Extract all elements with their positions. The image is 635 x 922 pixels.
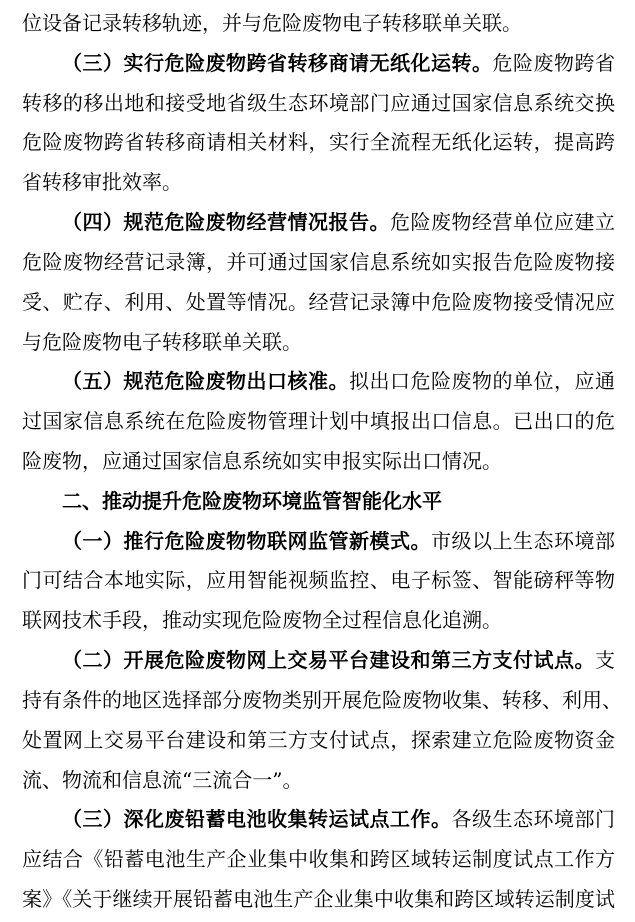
paragraph-line: 持有条件的地区选择部分废物类别开展危险废物收集、转移、利用、: [22, 688, 622, 712]
paragraph-line: 受、贮存、利用、处置等情况。经营记录簿中危险废物接受情况应: [22, 290, 615, 314]
paragraph-text: 危险废物跨省: [492, 51, 615, 75]
paragraph-heading: （三）实行危险废物跨省转移商请无纸化运转。: [62, 51, 493, 75]
paragraph-text: 各级生态环境部门: [451, 807, 615, 831]
paragraph-text: 支: [595, 648, 615, 672]
paragraph-line: 案》《关于继续开展铅蓄电池生产企业集中收集和跨区域转运制度试: [22, 887, 615, 911]
paragraph-line: 省转移审批效率。: [22, 170, 182, 194]
section-title: 二、推动提升危险废物环境监管智能化水平: [62, 489, 442, 513]
paragraph-line: 处置网上交易平台建设和第三方支付试点，探索建立危险废物资金: [22, 728, 615, 752]
paragraph-first-line: [62, 44, 615, 82]
paragraph-line: 危险废物经营记录簿，并可通过国家信息系统如实报告危险废物接: [22, 250, 615, 274]
paragraph-first-line: [62, 641, 615, 679]
paragraph-line: 险废物，应通过国家信息系统如实申报实际出口情况。: [22, 449, 502, 473]
paragraph-line: 流、物流和信息流“三流合一”。: [22, 768, 303, 792]
paragraph-text: 危险废物经营单位应建立: [390, 210, 615, 234]
paragraph-line: 危险废物跨省转移商请相关材料，实行全流程无纸化运转，提高跨: [22, 130, 615, 154]
paragraph-heading: （五）规范危险废物出口核准。: [62, 369, 349, 393]
paragraph-heading: （四）规范危险废物经营情况报告。: [62, 210, 390, 234]
paragraph-line: 过国家信息系统在危险废物管理计划中填报出口信息。已出口的危: [22, 409, 615, 433]
paragraph-first-line: [62, 800, 615, 838]
paragraph-heading: （二）开展危险废物网上交易平台建设和第三方支付试点。: [62, 648, 595, 672]
paragraph-heading: （三）深化废铅蓄电池收集转运试点工作。: [62, 807, 452, 831]
paragraph-first-line: [62, 522, 615, 560]
paragraph-text: 拟出口危险废物的单位，应通: [349, 369, 615, 393]
paragraph-line: 位设备记录转移轨迹，并与危险废物电子转移联单关联。: [22, 11, 522, 35]
paragraph-first-line: [62, 203, 615, 241]
paragraph-line: 转移的移出地和接受地省级生态环境部门应通过国家信息系统交换: [22, 91, 615, 115]
paragraph-line: 应结合《铅蓄电池生产企业集中收集和跨区域转运制度试点工作方: [22, 847, 615, 871]
paragraph-heading: （一）推行危险废物物联网监管新模式。: [62, 529, 431, 553]
paragraph-text: 市级以上生态环境部: [431, 529, 615, 553]
paragraph-line: 门可结合本地实际，应用智能视频监控、电子标签、智能磅秤等物: [22, 568, 615, 592]
paragraph-first-line: [62, 362, 615, 400]
paragraph-line: 与危险废物电子转移联单关联。: [22, 330, 302, 354]
paragraph-line: 联网技术手段，推动实现危险废物全过程信息化追溯。: [22, 608, 502, 632]
